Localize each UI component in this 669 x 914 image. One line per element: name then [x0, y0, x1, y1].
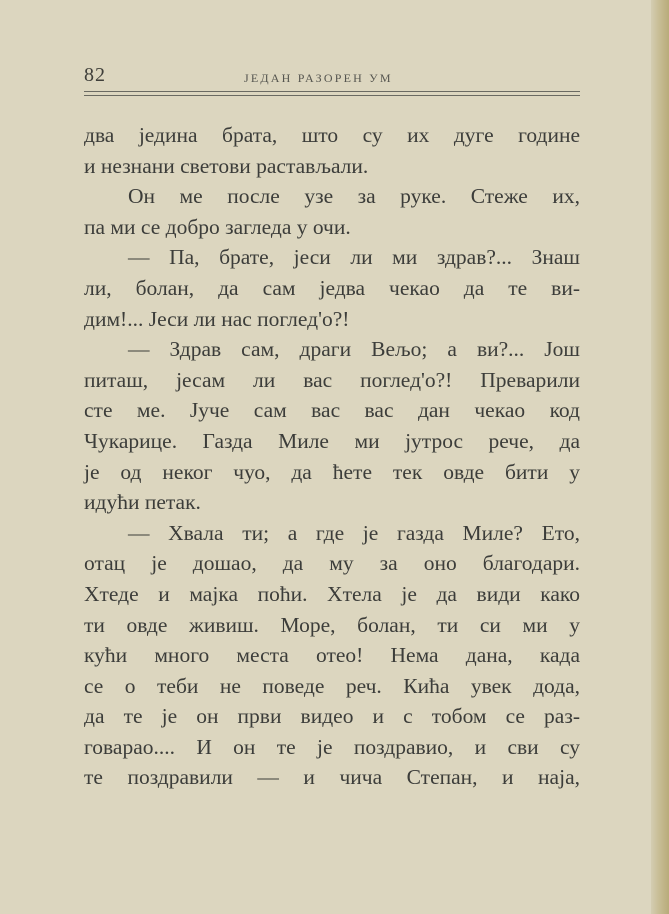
text-line: Чукарице. Газда Миле ми јутрос рече, да [84, 428, 580, 453]
page-header [84, 64, 580, 94]
text-line: Он ме после узе за руке. Стеже их, [128, 184, 580, 209]
page-number: 82 [84, 64, 106, 86]
text-line: се о теби не поведе реч. Кића увек дода, [84, 673, 580, 698]
running-head: ЈЕДАН РАЗОРЕН УМ [244, 71, 393, 85]
body-text [84, 120, 580, 793]
text-line: ли, болан, да сам једва чекао да те ви- [84, 275, 580, 300]
page-edge [651, 0, 669, 914]
text-line: те поздравили — и чича Степан, и нaја, [84, 765, 580, 790]
text-line: — Здрав сам, драги Вељо; а ви?... Још [128, 337, 580, 362]
text-line: дим!... Јеси ли нас поглед'о?! [84, 306, 350, 331]
header-rule-bottom [84, 95, 580, 96]
text-line: па ми се добро загледа у очи. [84, 214, 351, 239]
text-line: — Хвала ти; а где је газда Миле? Ето, [128, 520, 580, 545]
text-line: Хтеде и мајка поћи. Хтела је да види како [84, 581, 580, 606]
text-line: говарао.... И он те је поздравио, и сви су [84, 734, 580, 759]
text-line: сте ме. Јуче сам вас вас дан чекао код [84, 398, 580, 423]
text-line: је од неког чуо, да ћете тек овде бити у [84, 459, 580, 484]
text-line: — Па, брате, јеси ли ми здрав?... Знаш [128, 245, 580, 270]
text-line: и незнани светови растављали. [84, 153, 369, 178]
text-line: ти овде живиш. Море, болан, ти си ми у [84, 612, 580, 637]
text-line: отац је дошао, да му за оно благодари. [84, 551, 580, 576]
text-line: два једина брата, што су их дуге године [84, 123, 580, 147]
text-line: идући петак. [84, 490, 201, 515]
text-line: да те је он први видео и с тобом се раз- [84, 704, 580, 729]
text-line: кући много места отео! Нема дана, када [84, 643, 580, 668]
text-line: питаш, јесам ли вас поглед'о?! Преварили [84, 367, 580, 392]
header-rule-top [84, 91, 580, 92]
